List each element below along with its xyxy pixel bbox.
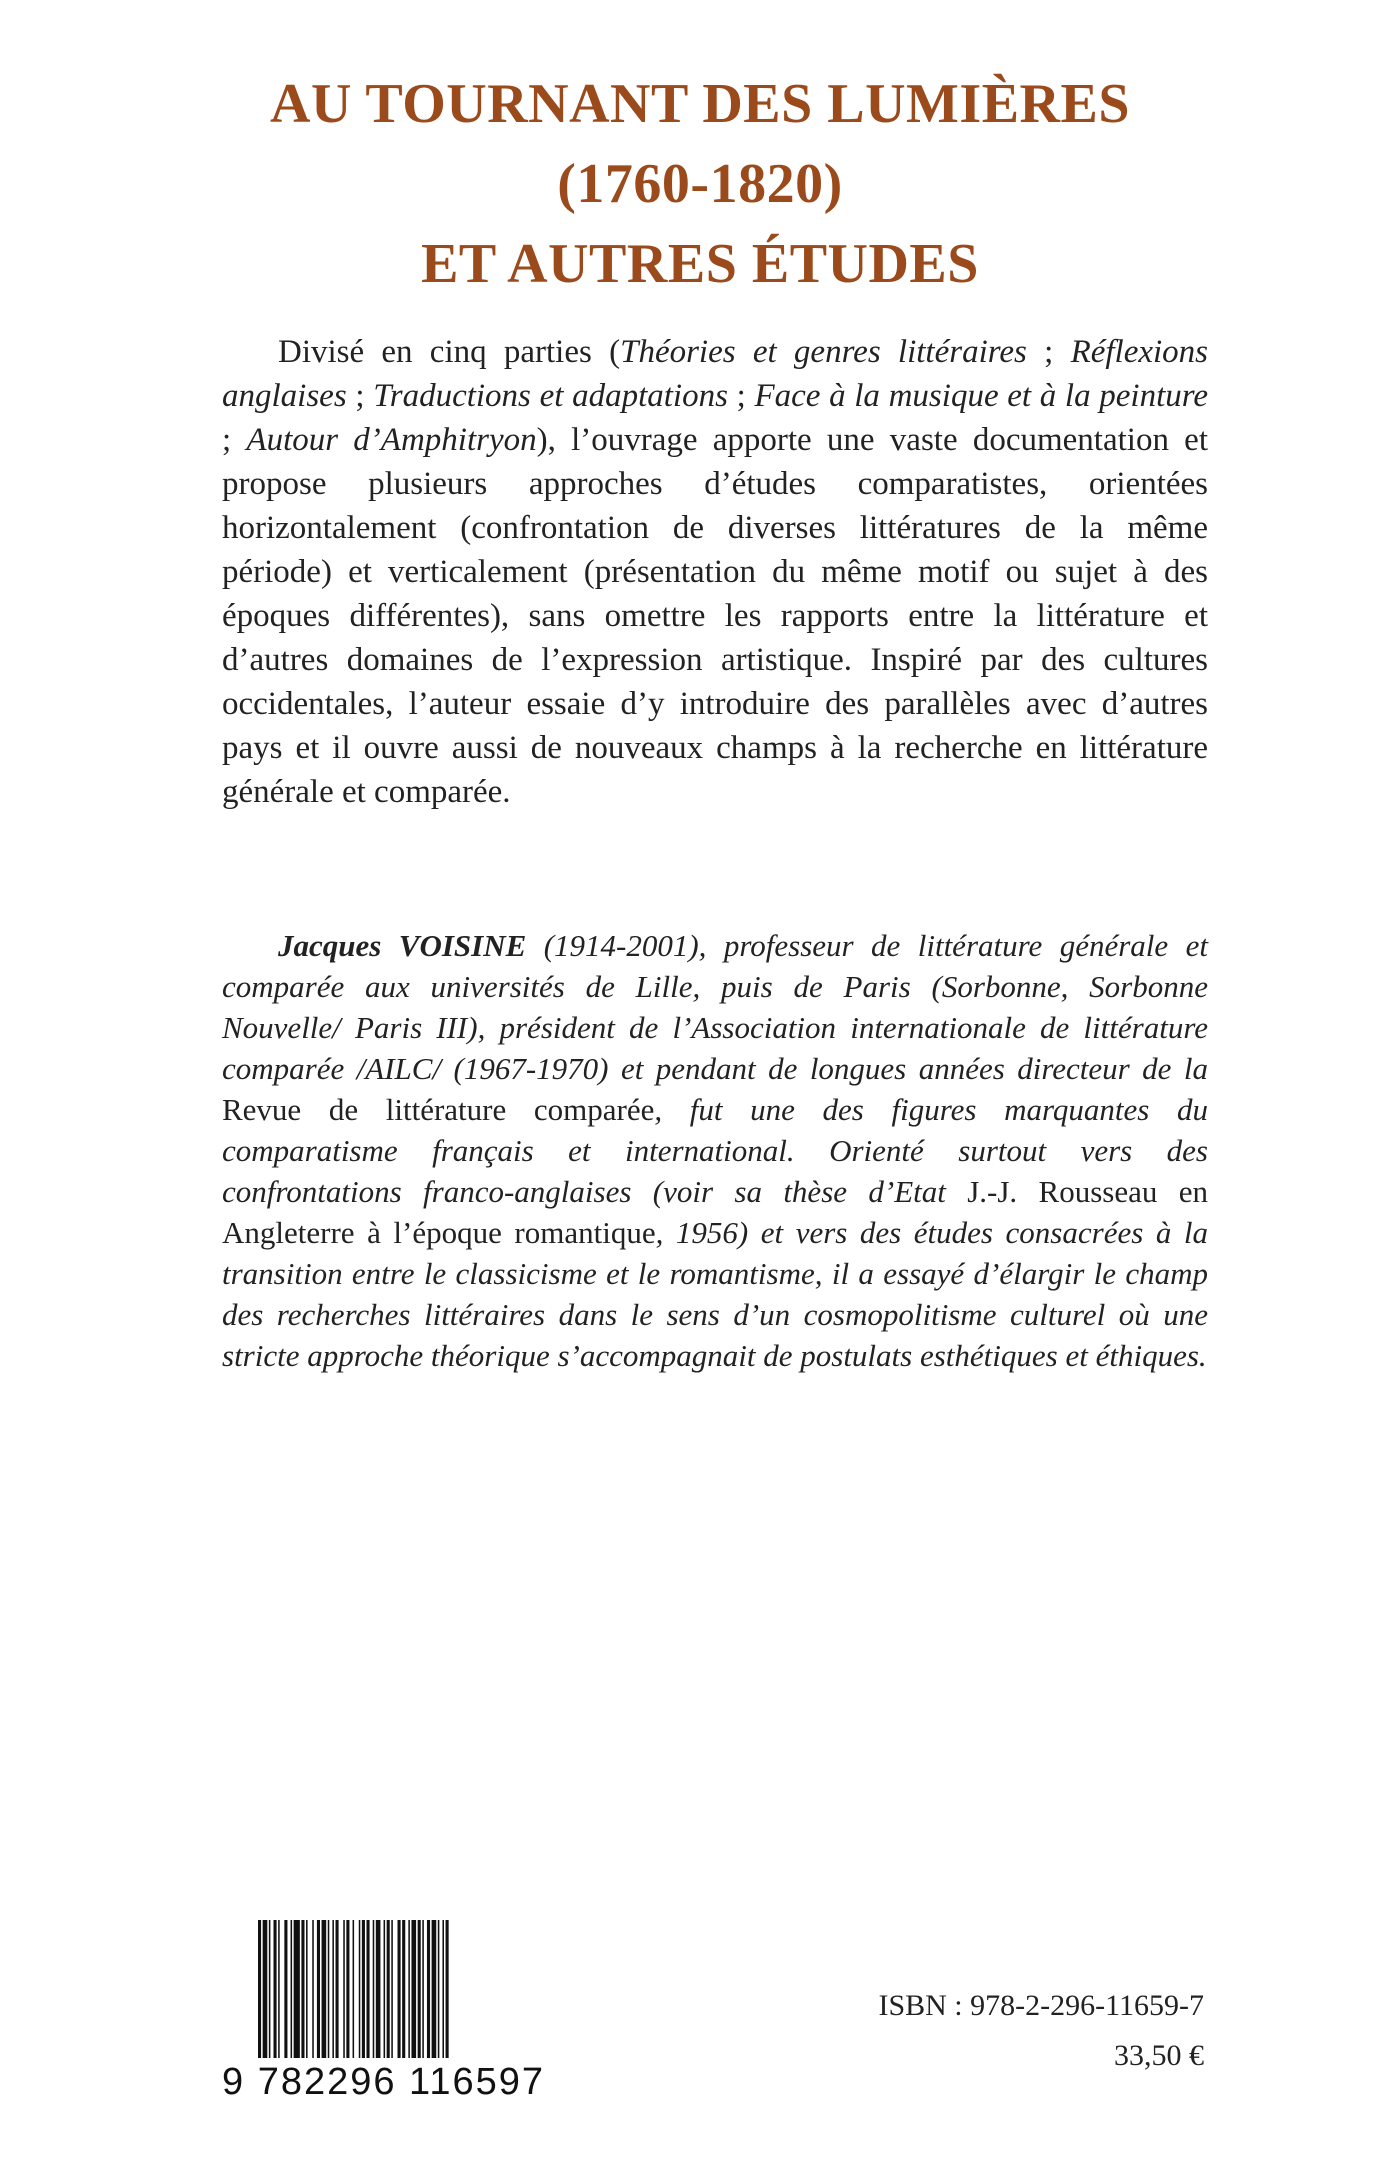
- barcode-bars: [258, 1920, 574, 2058]
- barcode-bar: [387, 1920, 390, 2058]
- summary-text: Divisé en cinq parties (: [278, 334, 621, 370]
- bio-text: , fut une des figures marquantes du comparatisme français et international. Orienté surtout vers des confrontations franco-anglaises (voir sa thèse d’Etat: [222, 1092, 1208, 1209]
- barcode-bar: [312, 1920, 314, 2058]
- barcode-bar: [328, 1920, 330, 2058]
- barcode-bar: [408, 1920, 410, 2058]
- summary-text: ), l’ouvrage apporte une vaste documentation et propose plusieurs approches d’études comparatistes, orientées horizontalement (confrontation de diverses littératures de la même période) et verticalement (présentation du même motif ou sujet à des époques différentes), sans omettre les rapports entre la littérature et d’autres domaines de l’expression artistique. Inspiré par des cultures occidentales, l’auteur essaie d’y introduire des parallèles avec d’autres pays et il ouvre aussi de nouveaux champs à la recherche en littérature générale et comparée.: [222, 422, 1208, 810]
- title-line-3: ET AUTRES ÉTUDES: [421, 233, 979, 295]
- barcode-bar: [284, 1920, 287, 2058]
- barcode-bar: [336, 1920, 339, 2058]
- barcode-bar: [373, 1920, 375, 2058]
- barcode-bar: [411, 1920, 416, 2058]
- barcode-bar: [278, 1920, 280, 2058]
- part-title: Traductions et adaptations: [373, 378, 728, 414]
- barcode-bar: [332, 1920, 334, 2058]
- thesis-title: J.-J. Rousseau en Angleterre à l’époque romantique: [222, 1174, 1208, 1250]
- part-title: Réflexions anglaises: [222, 334, 1209, 414]
- summary-text: ;: [727, 378, 755, 414]
- barcode-bar: [362, 1920, 365, 2058]
- barcode-bar: [306, 1920, 308, 2058]
- part-title: Théories et genres littéraires: [620, 334, 1027, 370]
- book-title: [0, 64, 1400, 304]
- author-name: Jacques VOISINE: [278, 928, 527, 963]
- summary-text: ;: [222, 422, 247, 458]
- barcode-bar: [263, 1920, 268, 2058]
- barcode-bar: [359, 1920, 361, 2058]
- part-title: Face à la musique et à la peinture: [754, 378, 1209, 414]
- barcode-bar: [442, 1920, 444, 2058]
- title-line-1: AU TOURNANT DES LUMIÈRES: [270, 73, 1130, 135]
- barcode-bar: [269, 1920, 271, 2058]
- author-bio: [222, 925, 1208, 1376]
- barcode-bar: [353, 1920, 355, 2058]
- barcode-bar: [432, 1920, 437, 2058]
- bio-text: (1914-2001), professeur de littérature générale et comparée aux universités de Lille, puis de Paris (Sorbonne, Sorbonne Nouvelle/ Paris III), président de l’Association internationale de littérature comparée /AILC/ (1967-1970) et pendant de longues années directeur de la: [222, 928, 1208, 1086]
- isbn: ISBN : 978-2-296-11659-7: [878, 1989, 1204, 2022]
- barcode: [222, 1920, 574, 2105]
- barcode-digits: 9 782296 116597: [222, 2061, 546, 2103]
- summary-text: ;: [346, 378, 374, 414]
- barcode-bar: [322, 1920, 327, 2058]
- barcode-bar: [367, 1920, 370, 2058]
- barcode-bar: [291, 1920, 293, 2058]
- barcode-bar: [258, 1920, 261, 2058]
- barcode-bar: [418, 1920, 421, 2058]
- barcode-bar: [346, 1920, 349, 2058]
- summary-text: ;: [1026, 334, 1071, 370]
- barcode-bar: [446, 1920, 449, 2058]
- journal-title: Revue de littérature comparée: [222, 1092, 655, 1127]
- price: 33,50 €: [1114, 2039, 1204, 2072]
- barcode-bar: [274, 1920, 277, 2058]
- barcode-bar: [427, 1920, 430, 2058]
- bio-text: , 1956) et vers des études consacrées à la transition entre le classicisme et le romantisme, il a essayé d’élargir le champ des recherches littéraires dans le sens d’un cosmopolitisme culturel où une stricte approche théorique s’accompagnait de postulats esthétiques et éthiques.: [222, 1215, 1209, 1373]
- barcode-bar: [398, 1920, 401, 2058]
- part-title: Autour d’Amphitryon: [246, 422, 537, 458]
- barcode-bar: [391, 1920, 393, 2058]
- barcode-bar: [402, 1920, 405, 2058]
- barcode-bar: [294, 1920, 300, 2058]
- barcode-bar: [343, 1920, 345, 2058]
- barcode-bar: [438, 1920, 440, 2058]
- barcode-bar: [422, 1920, 424, 2058]
- barcode-bar: [384, 1920, 386, 2058]
- barcode-bar: [301, 1920, 304, 2058]
- barcode-bar: [376, 1920, 381, 2058]
- book-summary: [222, 330, 1208, 814]
- title-line-2: (1760-1820): [557, 153, 843, 215]
- barcode-bar: [317, 1920, 320, 2058]
